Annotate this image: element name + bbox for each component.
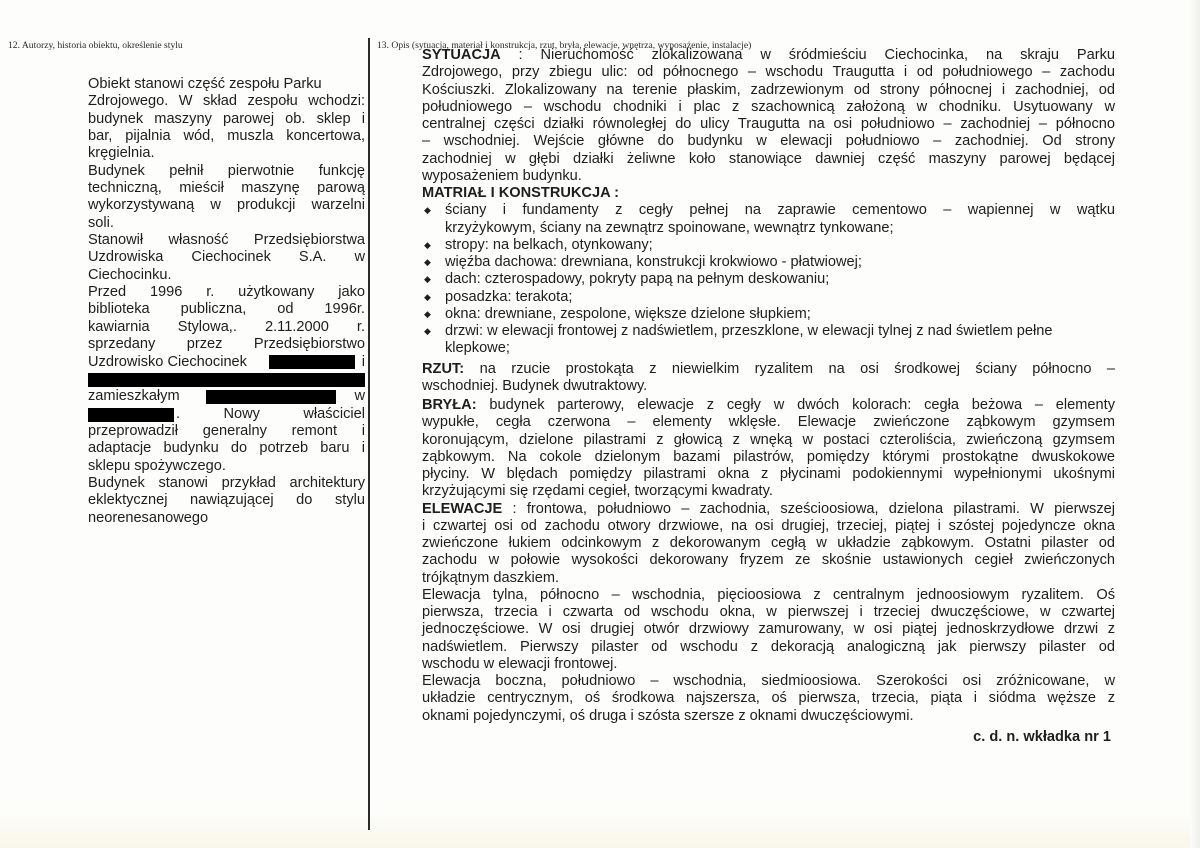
- redacted-block: [88, 408, 174, 422]
- diamond-bullet-icon: ◆: [424, 239, 431, 250]
- rzut-block: [422, 361, 1115, 396]
- text-line-with-redaction: [88, 388, 365, 405]
- text-line: Zdrojowego. W skład zespołu wchodzi:: [88, 93, 365, 110]
- text-line: wyposażeniem budynku.: [422, 167, 582, 184]
- text-line: soli.: [88, 214, 114, 231]
- text-line: techniczną, mieścił maszynę parową: [88, 180, 365, 197]
- text-line: neorenesanowego: [88, 509, 209, 526]
- text-line: koronującym, dzielone pilastrami z głowicą z wnęką w postaci czteroliścia, zwieńczoną gzymsem: [422, 431, 1115, 448]
- text-fragment: . Nowy właściciel: [176, 405, 365, 422]
- text-line: wschodniej. Budynek dwutraktowy.: [422, 377, 648, 394]
- text-line: – wschodniej. Wejście główne do budynku w elewacji południowo – zachodniej. Od strony: [422, 133, 1115, 150]
- text-line: Obiekt stanowi część zespołu Parku: [88, 76, 322, 92]
- redacted-block: [88, 373, 365, 387]
- text-line: i czwartej osi od zachodu otwory drzwiowe, na osi drugiej, trzeciej, piątej i szóstej pojedyncze okna: [422, 517, 1115, 534]
- rzut-label: RZUT:: [422, 360, 465, 377]
- text-line: wypukłe, cegła czerwona – elementy wklęsłe. Elewacje zwieńczone ząbkowym gzymsem: [422, 414, 1115, 431]
- text-line: krzyżykowym, ściany na zewnątrz spoinowane, wewnątrz tynkowane;: [445, 219, 894, 236]
- bryla-label: BRYŁA:: [422, 397, 477, 413]
- text-line: [422, 501, 1115, 518]
- diamond-bullet-icon: ◆: [424, 308, 431, 319]
- text-line-with-redaction: [88, 354, 365, 371]
- text-line: trójkątnym daszkiem.: [422, 569, 560, 586]
- text-line: Stanowił własność Przedsiębiorstwa: [88, 232, 365, 249]
- sytuacja-block: [422, 47, 1115, 185]
- section-13-heading: 13. Opis (sytuacja, materiał i konstrukcja, rzut, bryła, elewacje, wnętrza, wyposażenie, instalacje): [377, 40, 752, 51]
- text-line: Ciechocinku.: [88, 266, 172, 283]
- diamond-bullet-icon: ◆: [424, 326, 431, 336]
- text-line: okna: drewniane, zespolone, większe dzielone słupkiem;: [445, 305, 811, 322]
- text-fragment: w: [354, 388, 365, 405]
- page-bottom-tint: [0, 812, 1200, 848]
- text-line: klepkowe;: [445, 340, 510, 357]
- text-line: Uzdrowiska Ciechocinek S.A. w: [88, 249, 365, 266]
- list-item: [422, 202, 1115, 237]
- diamond-bullet-icon: ◆: [424, 205, 431, 216]
- text-line: [422, 397, 1115, 414]
- text-line: oknami pojedynczymi, oś druga i szósta szersze z oknami dwuczęściowymi.: [422, 707, 914, 724]
- text-line: kawiarnia Stylowa,. 2.11.2000 r.: [88, 318, 365, 335]
- text-line: bar, pijalnia wód, muszla koncertowa,: [88, 128, 365, 145]
- list-item: [422, 323, 1115, 358]
- text-line: zwieńczone łukiem odcinkowym z dekorowanym cegłą w układzie ząbkowym. Ostatni pilaster od: [422, 535, 1115, 551]
- text-fragment: na rzucie prostokąta z niewielkim ryzalitem na osi środkowej ściany północno –: [479, 360, 1115, 377]
- text-line: Budynek stanowi przykład architektury: [88, 474, 365, 491]
- text-line: Kościuszki. Zlokalizowany na terenie płaskim, zadrzewionym od strony północnej i zachodniej, od: [422, 81, 1115, 98]
- text-line: budynek maszyny parowej ob. sklep i: [88, 110, 365, 127]
- material-block: [422, 185, 1115, 358]
- text-line: nadświetlem. Pierwszy pilaster od wschodu z dekoracją analogiczną jak pierwszy pilaster od: [422, 638, 1115, 655]
- text-fragment: Uzdrowisko Ciechocinek: [88, 353, 247, 370]
- text-line: centralnej części działki równoległej do ulicy Traugutta na osi południowo – zachodniej – północno: [422, 116, 1115, 132]
- text-line: posadzka: terakota;: [445, 288, 573, 305]
- text-line: Przed 1996 r. użytkowany jako: [88, 284, 365, 301]
- page-right-edge: [1190, 0, 1200, 848]
- column-divider: [368, 38, 370, 830]
- diamond-bullet-icon: ◆: [424, 274, 431, 285]
- text-line: sklepu spożywczego.: [88, 457, 226, 474]
- text-line: przeprowadził generalny remont i: [88, 422, 365, 439]
- section-12-body: [88, 76, 365, 527]
- text-line: więźba dachowa: drewniana, konstrukcji krokwiowo - płatwiowej;: [445, 254, 862, 270]
- label-separator: :: [512, 500, 527, 517]
- section-12-heading: 12. Autorzy, historia obiektu, określenie stylu: [8, 40, 183, 51]
- redacted-block: [269, 355, 355, 369]
- list-item: [422, 254, 1115, 271]
- text-line: ściany i fundamenty z cegły pełnej na zaprawie cementowo – wapiennej w wątku: [445, 202, 1115, 219]
- text-line: stropy: na belkach, otynkowany;: [445, 236, 653, 253]
- redacted-line: [88, 371, 365, 388]
- text-line: wykorzystywaną w produkcji warzelni: [88, 197, 365, 214]
- elewacje-block: [422, 501, 1115, 725]
- text-line: układzie centrycznym, oś środkowa najszersza, oś pierwsza, trzecia, piąta i siódma węższe z: [422, 690, 1115, 707]
- section-13-body: [422, 47, 1115, 746]
- text-fragment: zamieszkałym: [88, 388, 180, 405]
- text-line: [422, 361, 1115, 378]
- text-fragment: Nieruchomość zlokalizowana w śródmieściu Ciechocinka, na skraju Parku: [540, 47, 1115, 63]
- continuation-note: c. d. n. wkładka nr 1: [973, 728, 1111, 745]
- list-item: [422, 237, 1115, 254]
- text-line: biblioteka publiczna, od 1996r.: [88, 301, 365, 318]
- list-item: [422, 306, 1115, 323]
- redacted-block: [206, 390, 336, 404]
- bryla-block: [422, 397, 1115, 501]
- diamond-bullet-icon: ◆: [424, 257, 431, 267]
- text-line: Elewacja tylna, północno – wschodnia, pięcioosiowa z centralnym jednoosiowym ryzalitem. Oś: [422, 586, 1115, 603]
- text-fragment: budynek parterowy, elewacje z cegły w dwóch kolorach: cegła beżowa – elementy: [489, 397, 1115, 413]
- text-line: Budynek pełnił pierwotnie funkcję: [88, 162, 365, 179]
- text-line: dach: czterospadowy, pokryty papą na pełnym deskowaniu;: [445, 271, 830, 288]
- text-line: eklektycznej nawiązującej do stylu: [88, 492, 365, 509]
- text-line: płyciny. W blędach pomiędzy pilastrami okna z płycinami podokiennymi wypełnionymi ukośnymi: [422, 466, 1115, 482]
- elewacje-label: ELEWACJE: [422, 500, 503, 517]
- text-line: południowego – wschodu chodniki i plac z szachownicą założoną w chodniku. Usytuowany w: [422, 98, 1115, 115]
- text-line-with-redaction: [88, 406, 365, 423]
- text-line: adaptacje budynku do potrzeb baru i: [88, 440, 365, 457]
- text-line: Elewacja boczna, południowo – wschodnia, siedmioosiowa. Szerokości osi zróżnicowane, w: [422, 673, 1115, 689]
- text-line: zachodu w połowie wysokości dekorowany fryzem ze skośnie ustawionych cegieł zwieńczonych: [422, 552, 1115, 569]
- text-line: pierwsza, trzecia i czwarta od wschodu okna, w pierwszej i trzeciej dwuczęściowe, w czwartej: [422, 604, 1115, 620]
- list-item: [422, 289, 1115, 306]
- list-item: [422, 271, 1115, 288]
- text-line: jednoczęściowe. W osi drugiej otwór drzwiowy zamurowany, w osi piątej jednoskrzydłowe drzwi z: [422, 621, 1115, 638]
- text-line: kręgielnia.: [88, 145, 155, 162]
- text-line: [422, 47, 1115, 64]
- text-line: zachodniej w głębi działki żeliwne koło stanowiące dawniej część maszyny parowej będącej: [422, 150, 1115, 167]
- diamond-bullet-icon: ◆: [424, 291, 431, 302]
- material-label: MATRIAŁ I KONSTRUKCJA :: [422, 185, 620, 201]
- label-separator: :: [518, 47, 541, 63]
- text-fragment: frontowa, południowo – zachodnia, sześcioosiowa, dzielona pilastrami. W pierwszej: [526, 500, 1115, 517]
- text-line: wschodu w elewacji frontowej.: [422, 655, 618, 672]
- text-line: Zdrojowego, przy zbiegu ulic: od północnego – wschodu Traugutta i od południowego – zachodu: [422, 64, 1115, 81]
- text-fragment: i: [361, 353, 365, 370]
- text-line: ząbkowym. Na cokole dzielonym bazami pilastrów, pomiędzy którymi prostokątne dwuskokowe: [422, 448, 1115, 465]
- sytuacja-label: SYTUACJA: [422, 47, 501, 63]
- text-line: krzyżującymi się rzędami cegieł, tworzącymi kwadraty.: [422, 483, 773, 500]
- text-line: sprzedany przez Przedsiębiorstwo: [88, 336, 365, 353]
- text-line: drzwi: w elewacji frontowej z nadświetlem, przeszklone, w elewacji tylnej z nad świetlem pełne: [445, 323, 1053, 339]
